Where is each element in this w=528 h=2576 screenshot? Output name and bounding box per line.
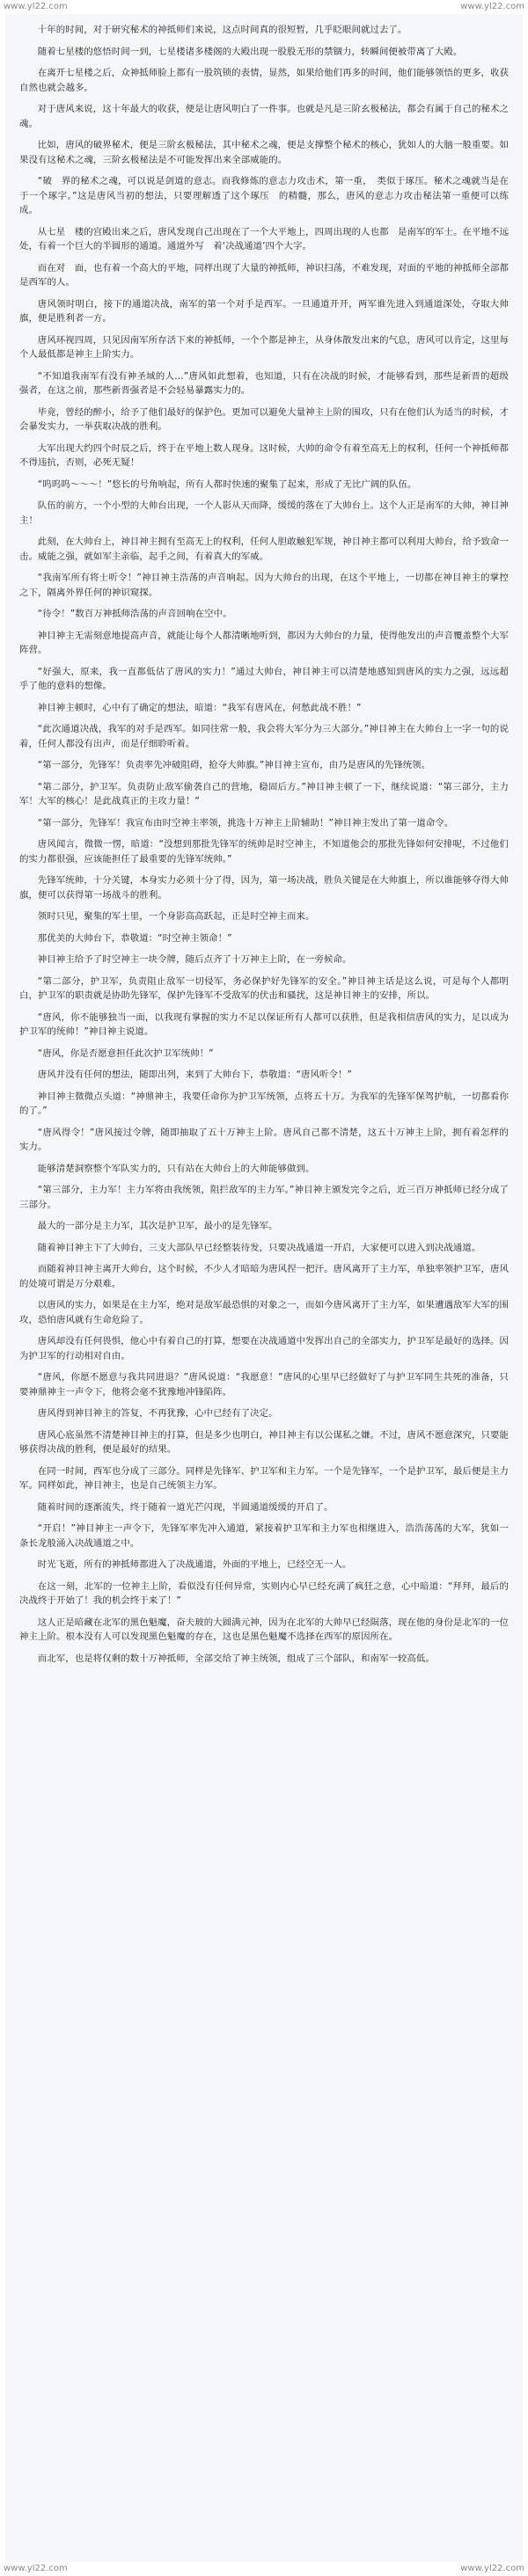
paragraph: 十年的时间，对于研究秘术的神抵师们来说，这点时间真的很短暂，几乎眨眼间就过去了。 — [37, 25, 407, 35]
paragraph: 唐风领时明白，接下的通道决战，南军的第一个对手是西军。一旦通道开开，两军谁先进入到通道深处，夺取大帅旗，便是胜利者一方。 — [19, 298, 509, 324]
paragraph: 神目神主微微点头道：“神鼎神主，我要任命你为护卫军统领，点将五十万。为我军的先锋军保驾护航，一切都看你的了。” — [19, 1091, 509, 1116]
paragraph: 比如，唐风的破界秘术，便是三阶玄极秘法，其中秘术之魂，便是支撑整个秘术的核心，犹如人的大脑一般重要。如果没有这秘术之魂，三阶玄极秘法是不可能发挥出来全部威能的。 — [19, 140, 509, 165]
top-watermark-bar — [0, 0, 528, 14]
paragraph: 大军出现大约四个时辰之后，终于在平地上数人现身。这时候，大帅的命令有着至高无上的权利，任何一个神抵师都不得违抗，否则，必死无疑！ — [19, 442, 509, 468]
paragraph: “唐风，你不能够独当一面，以我现有掌握的实力不足以保证所有人都可以获胜，但是我相信唐风的实力，足以成为护卫军的统帅！”神目神主说道。 — [19, 1011, 509, 1037]
paragraph: “呜呜呜～～～！”悠长的号角响起，所有人都时快速的聚集了起来，形成了无比广阔的队伍。 — [37, 478, 417, 490]
watermark-right: www.yl22.com — [460, 2564, 524, 2573]
watermark-right: www.yl22.com — [460, 2, 524, 11]
paragraph: 神目神主无需刻意地提高声音，就能让每个人都清晰地听到，都因为大帅台的力量，使得他发出的声音覆盖整个大军阵营。 — [19, 630, 509, 655]
paragraph: “第二部分，护卫军，负责阻止敌军一切侵军，务必保护好先锋军的安全。”神目神主话是这么说，可是每个人都明白，护卫军的职责就是协助先锋军，保护先锋军不受敌军的伏击和骚扰，这是神目神主的安排，所以。 — [19, 975, 509, 1001]
paragraph: “好强大，原来，我一直都低估了唐风的实力！”通过大帅台，神目神主可以清楚地感知到唐风的实力之强，远远超乎了他的意料的想像。 — [19, 666, 509, 691]
paragraph: 而北军，也是将仅剩的数十万神抵师，全部交给了神主统领，组成了三个部队，和南军一较高低。 — [37, 1653, 435, 1664]
paragraph: 神目神主给予了时空神主一块令牌，随后点齐了十万神主上阶，在一旁候命。 — [37, 954, 352, 965]
paragraph: 唐风却没有任何畏惧，他心中有着自己的打算，想要在决战通道中发挥出自己的全部实力，护卫军是最好的选择。因为护卫军的行动相对自由。 — [19, 1336, 509, 1361]
paragraph: 这人正是暗藏在北军的黑色魁魔，奋夫玻的大圆满元神，因为在北军的大帅早已经陨落，现在他的身份是北军的一位神主上阶。根本没有人可以发现黑色魁魔的存在，这也是黑色魁魔不选择在西军的原因所在。 — [19, 1616, 509, 1642]
paragraph: 随着七星楼的悠悟时间一到，七星楼诸多楼阁的大殿出现一股股无形的禁锢力，转瞬间便被带离了大殿。 — [37, 46, 463, 57]
paragraph: “唐风，你愿不愿意与我共同进退？”唐风说道：“我愿意！”唐风的心里早已经做好了与护卫军同生共死的准备，只要神鼎神主一声令下，他将会毫不犹豫地冲锋陷阵。 — [19, 1372, 509, 1397]
paragraph: “唐风，你是否愿意担任此次护卫军统帅！” — [37, 1047, 214, 1059]
watermark-left: www.yl22.com — [4, 2, 68, 11]
paragraph: 在离开七星楼之后，众神抵师脸上都有一股筑锁的表情，显然，如果给他们再多的时间，他们能够领悟的更多，收获自然也就会越多。 — [19, 68, 509, 93]
paragraph: 随着时间的逐渐流失，终于随着一道光芒闪现，半圆通道缓缓的开启了。 — [37, 1501, 334, 1513]
paragraph: 先锋军统帅，十分关键，本身实力必须十分了得，因为，第一场决战，胜负关键是在大帅旗上，所以谁能够夺得大帅旗，便可以获得第一场战斗的胜利。 — [19, 875, 509, 901]
paragraph: 在同一时间，西军也分成了三部分。同样是先锋军、护卫军和主力军。一个是先锋军，一个是护卫军，最后便是主力军。同样如此，神目神主，也是自己统领主力军。 — [19, 1465, 509, 1491]
paragraph: 毕竟，曾经的醉小，给予了他们最好的保护色。更加可以避免大量神主上阶的围攻，只有在他们认为适当的时候，才会暴发实力，一举获取决战的胜利。 — [19, 406, 509, 432]
paragraph: “我南军所有将士听令！”神目神主浩荡的声音响起。因为大帅台的出现，在这个平地上，一切都在神目神主的掌控之下，隔离外界任何的神识窥探。 — [19, 573, 509, 598]
paragraph: 时光飞逝，所有的神抵师都进入了决战通道，外面的平地上，已经空无一人。 — [37, 1559, 352, 1570]
paragraph: 最大的一部分是主力军，其次是护卫军，最小的是先锋军。 — [37, 1221, 278, 1231]
paragraph: 唐风并没有任何的想法，随即出列，来到了大帅台下，恭敬道：“唐风听令！” — [37, 1069, 352, 1080]
paragraph: 从七星 楼的宫殿出来之后，唐风发现自己出现在了一个大平地上，四周出现的人也都 是南军的军士。在平地不远处，有着一个巨大的半圆形的通道。通道外写 着‘决战通道’四个大字。 — [19, 226, 509, 252]
paragraph: “唐风得令！”唐风接过令牌，随即抽取了五十万神主上阶。唐风自己都不清楚，这五十万神主上阶，拥有着怎样的实力。 — [19, 1127, 509, 1152]
paragraph: “待令！”数百万神抵师浩荡的声音回响在空中。 — [37, 609, 232, 619]
paragraph: 唐风心底虽然不清楚神目神主的打算，但是多少也明白，神目神主有以公谋私之嫌。不过，唐风不愿意深究，只要能够获得决战的胜利，便是最好的结果。 — [19, 1429, 509, 1455]
paragraph: 唐风得到神目神主的答复，不再犹豫，心中已经有了决定。 — [37, 1408, 278, 1419]
paragraph: 在这一刻，北军的一位神主上阶，看似没有任何异常，实则内心早已经充满了疯狂之意，心中暗道：“拜拜，最后的决战终于开始了！我的机会终于来了！” — [19, 1580, 509, 1606]
paragraph: 对于唐风来说，这十年最大的收获，便是让唐风明白了一件事。也就是凡是三阶玄极秘法，都会有属于自己的秘术之魂。 — [19, 104, 509, 129]
paragraph: 神目神主顿时，心中有了确定的想法，暗道：“我军有唐风在，何愁此战不胜！” — [37, 702, 362, 713]
paragraph: 领时只见，聚集的军士里，一个身影高高跃起，正是时空神主而来。 — [37, 911, 315, 922]
paragraph: “第一部分，先锋军！负责率先冲破阻碍，抢夺大帅旗。”神目神主宣布，由乃是唐风的先锋统领。 — [37, 760, 431, 770]
paragraph: 那优美的大帅台下，恭敬道：“时空神主领命！” — [37, 932, 232, 944]
bottom-watermark-bar — [0, 2562, 528, 2576]
paragraph: 此刻，在大帅台上，神目神主拥有至高无上的权利，任何人胆敢触犯军规，神目神主都可以利用大帅台，给予致命一击。威能之强，就如军主亲临，起手之间，有着真大的军威。 — [19, 536, 509, 562]
paragraph: “此次通道决战，我军的对手是西军。如同往常一般，我会将大军分为三大部分。”神目神主在大帅台上一字一句的说着，任何人都没有出声，而是仔细聆听着。 — [19, 724, 509, 749]
paragraph: “破 界的秘术之魂，可以说是剑道的意志。而我修炼的意志力攻击术，第一重， 类似于琢压。秘术之魂就当是在于一个琢字。”这是唐风当初的想法，只要理解透了这个琢压 的精髓，那么，唐风的意志力攻击秘法第一重便可以练成。 — [19, 176, 509, 215]
paragraph: 队伍的前方，一个小型的大帅台出现，一个人影从天而降，缓缓的落在了大帅台上。这个人正是南军的大帅，神目神主！ — [19, 500, 509, 526]
paragraph: 以唐风的实力，如果是在主力军，绝对是敌军最恐惧的对象之一，而如今唐风离开了主力军，如果遭遇敌军大军的围攻，恐怕唐风就有生命危险了。 — [19, 1300, 509, 1325]
paragraph: 唐风环视四周，只见因南军所存活下来的神抵师，一个个都是神主，从身体散发出来的气息，唐风可以肯定，这里每个人最低都是神主上阶实力。 — [19, 334, 509, 360]
paragraph: 而在对 面，也有着一个高大的平地，同样出现了大量的神抵师，神识扫荡，不难发现，对面的平地的神抵师全部都是西军的人。 — [19, 262, 509, 288]
paragraph: “第二部分，护卫军。负责防止敌军偷袭自己的营地，稳固后方。”神目神主顿了一下，继续说道：“第三部分，主力军！大军的核心！是此战真正的主攻力量！” — [19, 781, 509, 806]
watermark-left: www.yl22.com — [4, 2564, 68, 2573]
paragraph: “第三部分，主力军！主力军将由我统领，阻拦敌军的主力军。”神目神主颁发完令之后，近三百万神抵师已经分成了三部分。 — [19, 1185, 509, 1210]
paragraph: 唐风闻言，微微一愣，暗道：“没想到那批先锋军的统帅是时空神主，不知道他会的那批先锋如何安排呢，不过他们的实力都很强，应该能担任了最重要的先锋军统帅。” — [19, 839, 509, 865]
paragraph: “第一部分，先锋军！我宣布由时空神主率领，挑选十万神主上阶辅助！”神目神主发出了第一道命令。 — [37, 817, 454, 828]
paragraph: “开启！”神目神主一声令下，先锋军率先冲入通道，紧接着护卫军和主力军也相继进入，浩浩荡荡的大军，犹如一条长龙般涌入决战通道之中。 — [19, 1523, 509, 1549]
paragraph: 能够清楚洞察整个军队实力的，只有站在大帅台上的大帅能够做到。 — [37, 1163, 315, 1174]
paragraph: “不知道我南军有没有神圣域的人…”唐风如此想着，也知道，只有在决战的时候，才能够看到，那些是新晋的超级强者，在这之前，那些新晋强者是不会轻易暴露实力的。 — [19, 370, 509, 396]
article-body — [5, 14, 523, 2562]
paragraph: 而随着神目神主离开大帅台，这个时候，不少人才暗暗为唐风捏一把汗。唐风离开了主力军，单独率领护卫军，唐风的处境可谓是万分艰难。 — [19, 1264, 509, 1289]
paragraph: 随着神目神主下了大帅台，三支大部队早已经整装待发，只要决战通道一开启，大家便可以进入到决战通道。 — [37, 1242, 481, 1253]
